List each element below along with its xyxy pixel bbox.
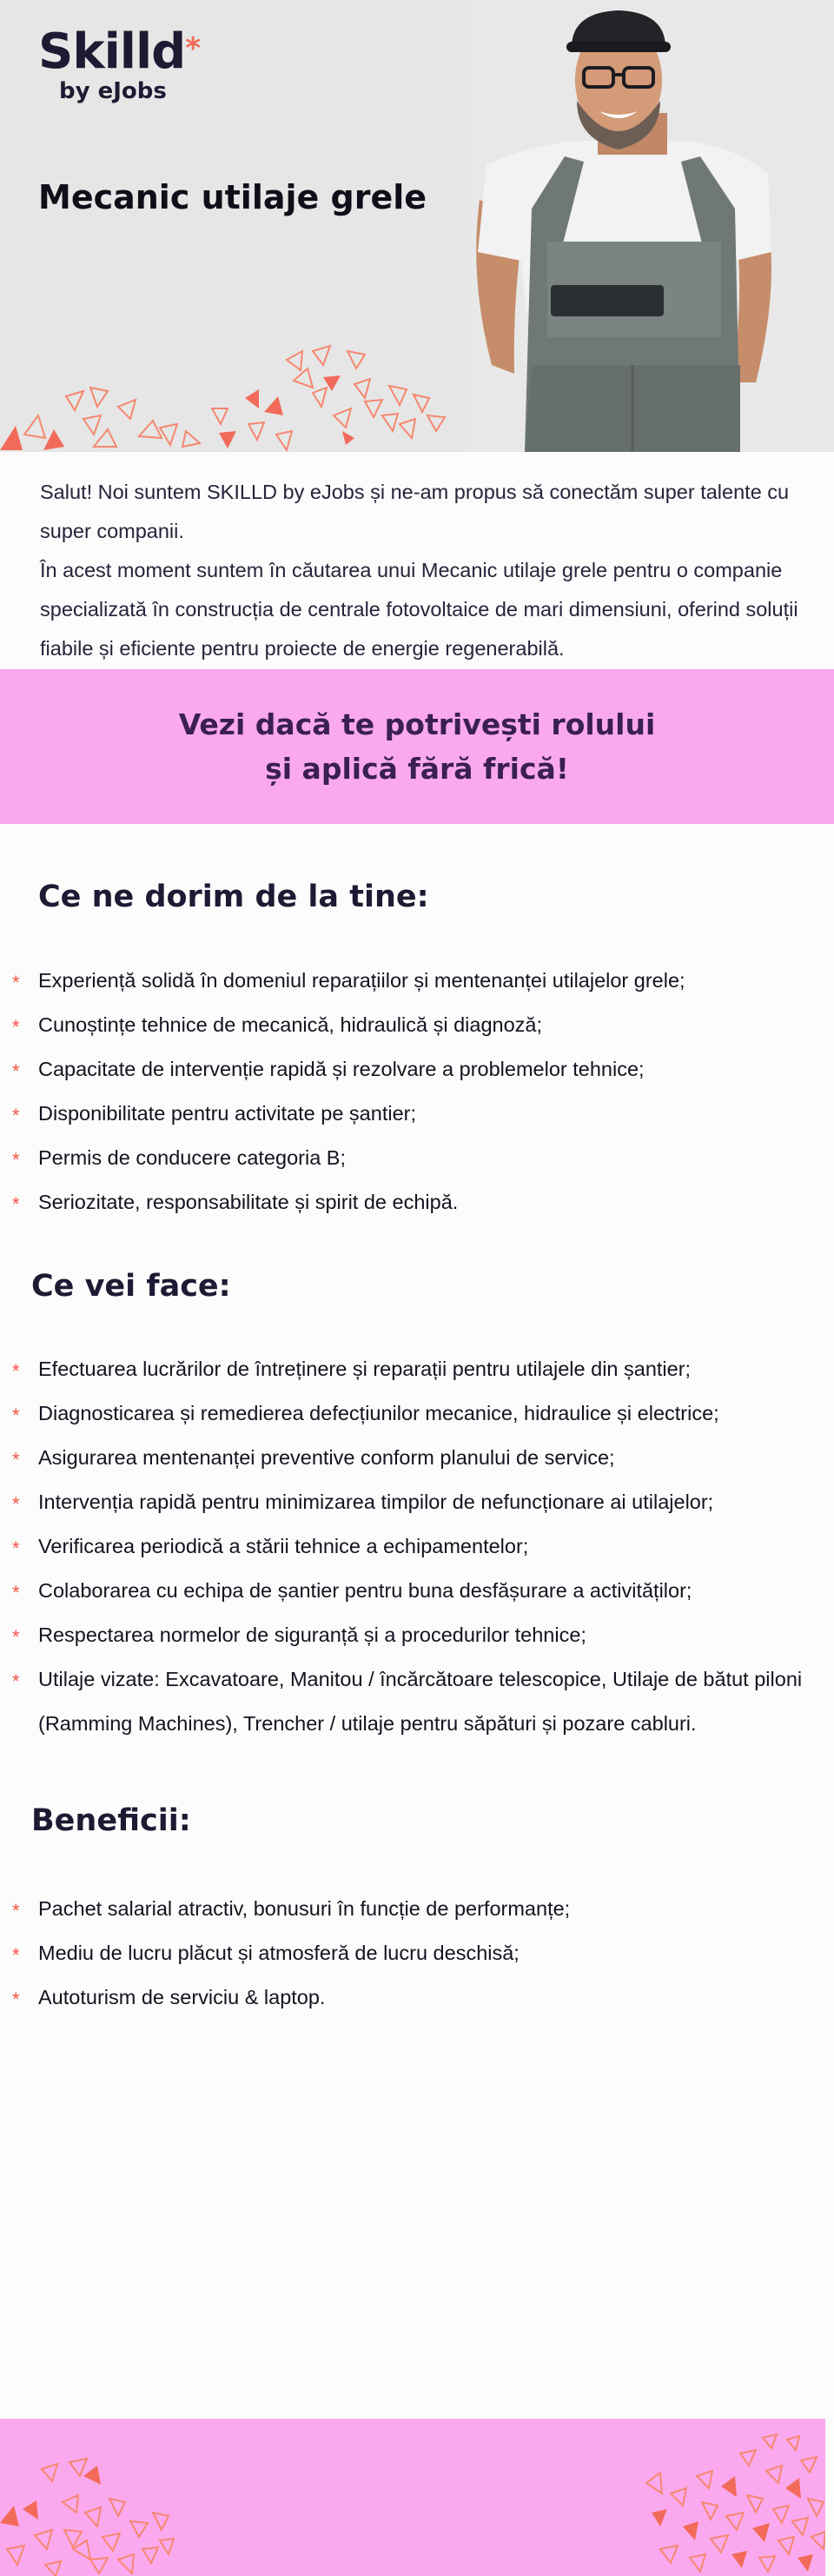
list-item — [12, 959, 811, 1003]
list-item — [12, 1524, 820, 1569]
intro-paragraph: În acest moment suntem în căutarea unui Mecanic utilaje grele pentru o companie specializată în construcția de centrale fotovoltaice de mari dimensiuni, oferind soluții fiabile și eficiente pentru proiecte de energie regenerabilă. — [40, 559, 798, 660]
asterisk-bullet-icon: * — [12, 1626, 20, 1648]
list-item-text: Colaborarea cu echipa de șantier pentru buna desfășurare a activităților; — [38, 1579, 692, 1602]
requirements-list — [12, 959, 811, 1225]
list-item-text: Verificarea periodică a stării tehnice a echipamentelor; — [38, 1535, 529, 1557]
footer-banner — [0, 2419, 825, 2576]
list-item-text: Disponibilitate pentru activitate pe șantier; — [38, 1102, 416, 1125]
list-item-text: Asigurarea mentenanței preventive conform planului de service; — [38, 1446, 615, 1469]
asterisk-bullet-icon: * — [12, 1016, 20, 1038]
list-item — [12, 1480, 820, 1524]
skilld-logo[interactable] — [38, 23, 201, 104]
asterisk-bullet-icon: * — [12, 1404, 20, 1426]
list-item-text: Utilaje vizate: Excavatoare, Manitou / încărcătoare telescopice, Utilaje de bătut piloni (Ramming Machines), Trencher / utilaje pentru săpături și pozare cabluri. — [38, 1668, 803, 1735]
benefits-list — [12, 1887, 811, 2020]
list-item-text: Pachet salarial atractiv, bonusuri în funcție de performanțe; — [38, 1897, 571, 1920]
list-item — [12, 1391, 820, 1436]
list-item — [12, 1657, 820, 1746]
list-item — [12, 1436, 820, 1480]
list-item-text: Permis de conducere categoria B; — [38, 1146, 346, 1169]
asterisk-bullet-icon: * — [12, 1060, 20, 1082]
list-item — [12, 1347, 820, 1391]
list-item — [12, 1136, 811, 1180]
intro-paragraph: Salut! Noi suntem SKILLD by eJobs și ne-am propus să conectăm super talente cu super companii. — [40, 481, 790, 542]
hero-banner — [0, 0, 834, 452]
triangle-pattern-decoration — [0, 346, 445, 450]
asterisk-bullet-icon: * — [12, 1193, 20, 1215]
list-item — [12, 1887, 811, 1931]
job-title: Mecanic utilaje grele — [38, 178, 427, 216]
asterisk-bullet-icon: * — [12, 1670, 20, 1692]
asterisk-bullet-icon: * — [12, 1493, 20, 1515]
list-item — [12, 1931, 811, 1975]
logo-name: Skilld — [38, 23, 186, 80]
list-item-text: Seriozitate, responsabilitate și spirit de echipă. — [38, 1191, 459, 1213]
cta-text: Vezi dacă te potrivești rolului și aplică fără frică! — [178, 707, 656, 786]
asterisk-bullet-icon: * — [12, 1988, 20, 2010]
list-item — [12, 1975, 811, 2020]
list-item — [12, 1613, 820, 1657]
asterisk-bullet-icon: * — [12, 1360, 20, 1382]
requirements-title: Ce ne dorim de la tine: — [38, 880, 429, 914]
list-item-text: Efectuarea lucrărilor de întreținere și reparații pentru utilajele din șantier; — [38, 1358, 692, 1380]
list-item — [12, 1092, 811, 1136]
cta-banner — [0, 669, 834, 824]
list-item — [12, 1047, 811, 1092]
asterisk-bullet-icon: * — [12, 1449, 20, 1471]
list-item-text: Experiență solidă în domeniul reparațiilor și mentenanței utilajelor grele; — [38, 969, 685, 992]
logo-tagline: by eJobs — [59, 78, 167, 104]
duties-list — [12, 1347, 820, 1746]
duties-title: Ce vei face: — [31, 1269, 231, 1304]
list-item-text: Respectarea normelor de siguranță și a procedurilor tehnice; — [38, 1623, 586, 1646]
logo-star-icon: * — [185, 31, 201, 66]
list-item — [12, 1180, 811, 1225]
list-item-text: Diagnosticarea și remedierea defecțiunilor mecanice, hidraulice și electrice; — [38, 1402, 719, 1424]
list-item — [12, 1003, 811, 1047]
asterisk-bullet-icon: * — [12, 1105, 20, 1126]
benefits-title: Beneficii: — [31, 1803, 191, 1838]
asterisk-bullet-icon: * — [12, 1944, 20, 1966]
logo-wordmark — [38, 23, 201, 80]
asterisk-bullet-icon: * — [12, 972, 20, 993]
asterisk-bullet-icon: * — [12, 1537, 20, 1559]
list-item-text: Mediu de lucru plăcut și atmosferă de lucru deschisă; — [38, 1942, 520, 1964]
asterisk-bullet-icon: * — [12, 1149, 20, 1171]
list-item-text: Cunoștințe tehnice de mecanică, hidraulică și diagnoză; — [38, 1013, 543, 1036]
list-item-text: Intervenția rapidă pentru minimizarea timpilor de nefuncționare ai utilajelor; — [38, 1490, 714, 1513]
list-item — [12, 1569, 820, 1613]
list-item-text: Autoturism de serviciu & laptop. — [38, 1986, 326, 2008]
asterisk-bullet-icon: * — [12, 1582, 20, 1603]
asterisk-bullet-icon: * — [12, 1900, 20, 1922]
list-item-text: Capacitate de intervenție rapidă și rezolvare a problemelor tehnice; — [38, 1058, 645, 1080]
intro-text — [40, 473, 804, 668]
mechanic-photo — [466, 0, 834, 452]
triangle-pattern-decoration — [0, 2419, 825, 2576]
